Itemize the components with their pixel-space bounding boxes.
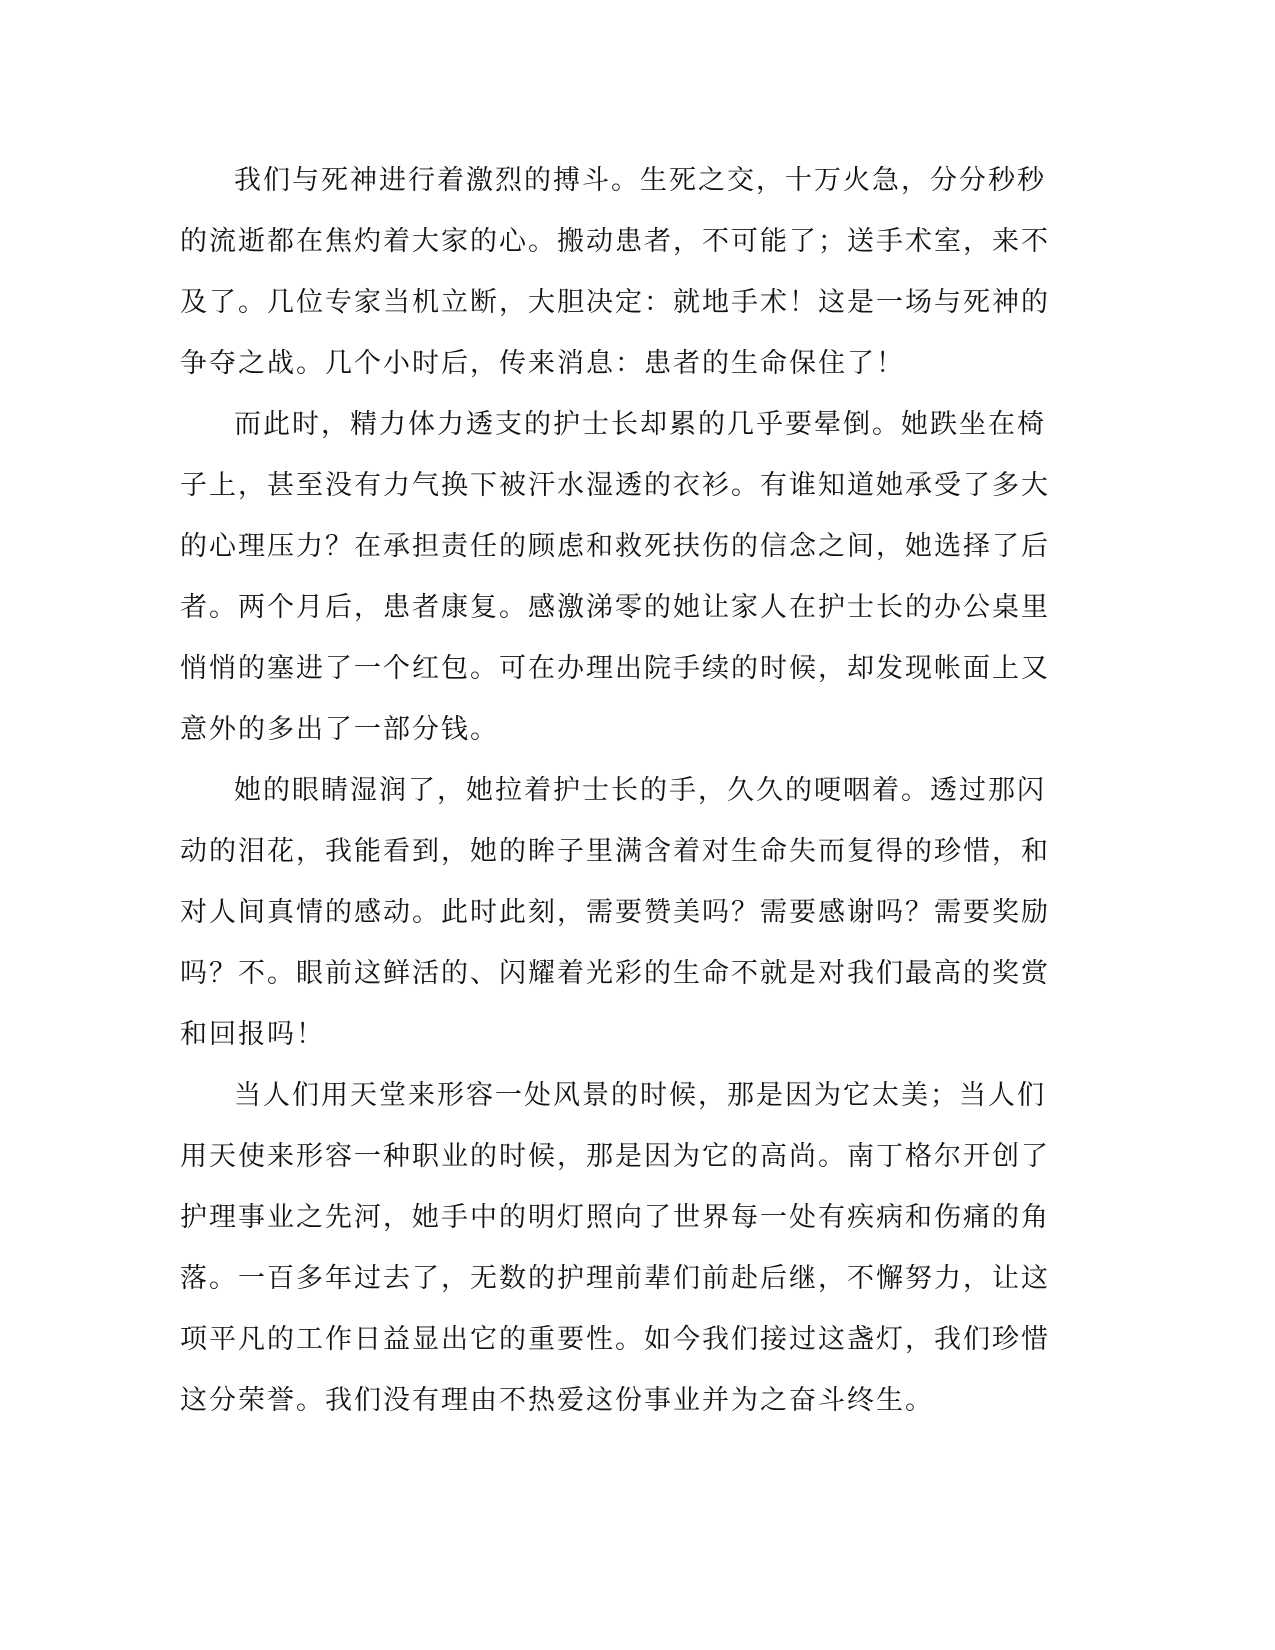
paragraph: 我们与死神进行着激烈的搏斗。生死之交，十万火急，分分秒秒的流逝都在焦灼着大家的心。搬动患者，不可能了；送手术室，来不及了。几位专家当机立断，大胆决定：就地手术！这是一场与死神的争夺之战。几个小时后，传来消息：患者的生命保住了！ [180,165,1050,379]
paragraph: 她的眼睛湿润了，她拉着护士长的手，久久的哽咽着。透过那闪动的泪花，我能看到，她的眸子里满含着对生命失而复得的珍惜，和对人间真情的感动。此时此刻，需要赞美吗？需要感谢吗？需要奖励吗？不。眼前这鲜活的、闪耀着光彩的生命不就是对我们最高的奖赏和回报吗！ [180,775,1050,1050]
paragraph: 而此时，精力体力透支的护士长却累的几乎要晕倒。她跌坐在椅子上，甚至没有力气换下被汗水湿透的衣衫。有谁知道她承受了多大的心理压力？在承担责任的顾虑和救死扶伤的信念之间，她选择了后者。两个月后，患者康复。感激涕零的她让家人在护士长的办公桌里悄悄的塞进了一个红包。可在办理出院手续的时候，却发现帐面上又意外的多出了一部分钱。 [180,409,1050,745]
paragraph: 当人们用天堂来形容一处风景的时候，那是因为它太美；当人们用天使来形容一种职业的时候，那是因为它的高尚。南丁格尔开创了护理事业之先河，她手中的明灯照向了世界每一处有疾病和伤痛的角落。一百多年过去了，无数的护理前辈们前赴后继，不懈努力，让这项平凡的工作日益显出它的重要性。如今我们接过这盏灯，我们珍惜这分荣誉。我们没有理由不热爱这份事业并为之奋斗终生。 [180,1080,1050,1416]
document-body [180,150,1060,1431]
